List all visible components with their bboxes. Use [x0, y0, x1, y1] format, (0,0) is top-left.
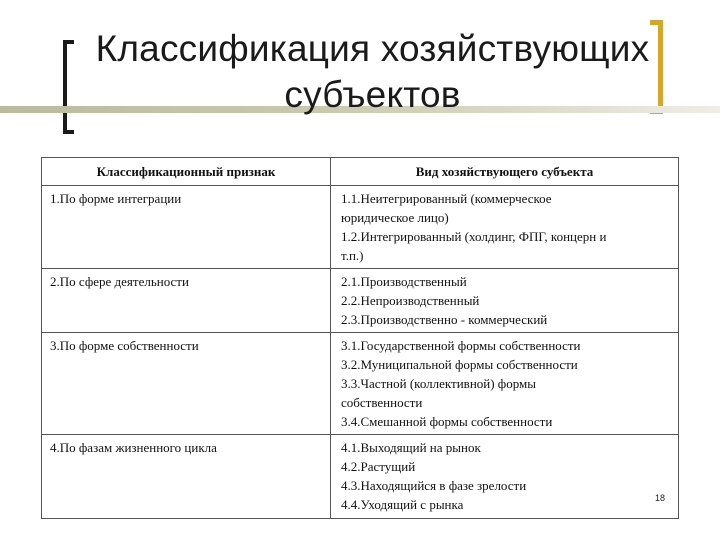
entity-type-line: 4.2.Растущий [341, 459, 416, 474]
entity-types-cell [331, 269, 679, 333]
entity-type-line: 4.1.Выходящий на рынок [341, 440, 481, 455]
page-number: 18 [655, 493, 666, 503]
header-entity-type: Вид хозяйствующего субъекта [331, 158, 679, 186]
entity-types-cell [331, 333, 679, 435]
slide-title-line-1: Классификация хозяйствующих [95, 28, 650, 69]
table-row [42, 333, 679, 435]
criterion-cell: 4.По фазам жизненного цикла [42, 435, 331, 519]
entity-type-line: 4.3.Находящийся в фазе зрелости [341, 478, 527, 493]
header-criterion: Классификационный признак [42, 158, 331, 186]
entity-type-line: 2.1.Производственный [341, 274, 467, 289]
entity-type-line: юридическое лицо) [341, 210, 449, 225]
classification-table [41, 157, 679, 519]
entity-type-line: 3.1.Государственной формы собственности [341, 338, 581, 353]
left-bracket-decoration [63, 40, 74, 134]
entity-type-line: т.п.) [341, 248, 364, 263]
table-header-row [42, 158, 679, 186]
table-row [42, 269, 679, 333]
entity-type-line: 3.3.Частной (коллективной) формы [341, 376, 536, 391]
entity-type-line: 2.3.Производственно - коммерческий [341, 312, 548, 327]
entity-type-line: 1.2.Интегрированный (холдинг, ФПГ, концерн и [341, 229, 607, 244]
slide-title [80, 26, 665, 118]
table-row [42, 186, 679, 269]
entity-type-line: 4.4.Уходящий с рынка [341, 497, 464, 512]
entity-types-cell [331, 435, 679, 519]
table-row [42, 435, 679, 519]
entity-types-cell [331, 186, 679, 269]
slide-title-line-2: субъектов [284, 74, 461, 115]
entity-type-line: 3.2.Муниципальной формы собственности [341, 357, 578, 372]
entity-type-line: 1.1.Неитегрированный (коммерческое [341, 191, 552, 206]
criterion-cell: 2.По сфере деятельности [42, 269, 331, 333]
criterion-cell: 1.По форме интеграции [42, 186, 331, 269]
entity-type-line: 3.4.Смешанной формы собственности [341, 414, 553, 429]
entity-type-line: собственности [341, 395, 423, 410]
entity-type-line: 2.2.Непроизводственный [341, 293, 480, 308]
criterion-cell: 3.По форме собственности [42, 333, 331, 435]
